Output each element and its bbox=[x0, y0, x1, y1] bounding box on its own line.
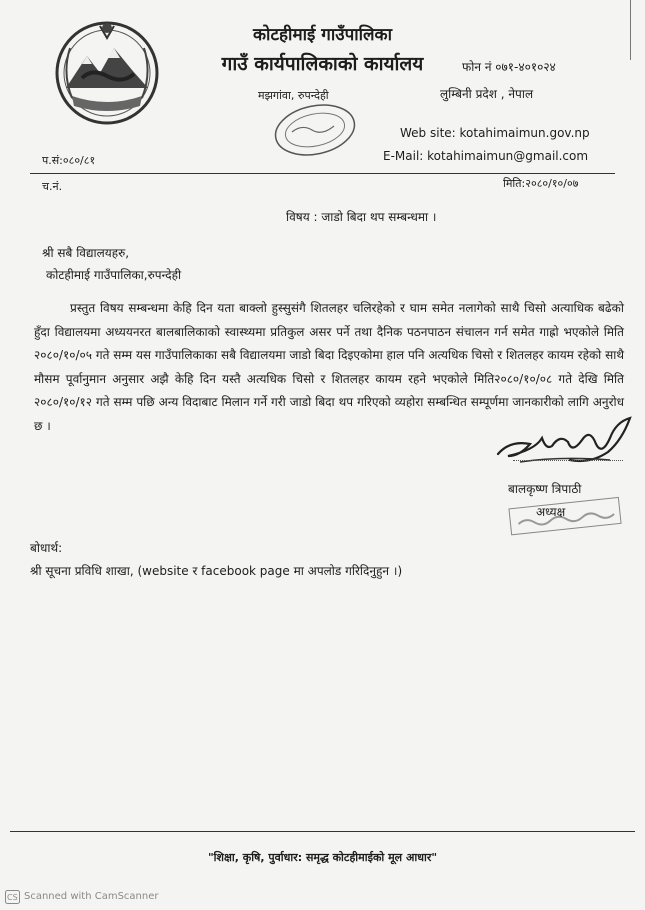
letter-subject: विषय : जाडो बिदा थप सम्बन्धमा । bbox=[286, 210, 437, 224]
signatory-title: अध्यक्ष bbox=[536, 505, 566, 519]
letter-body: प्रस्तुत विषय सम्बन्धमा केहि दिन यता बाक्लो हुस्सुसंगै शितलहर चलिरहेको र घाम समेत नलागेको साथै चिसो अत्याधिक बढेको हुँदा विद्यालयमा अध्ययनरत बालबालिकाको स्वास्थ्यमा प्रतिकुल असर पर्ने तथा दैनिक पठनपाठन संचालन गर्न समेत गाह्रो भएकोले मिति २०८०/१०/०५ गते सम्म यस गाउँपालिकाका सबै विद्यालयमा जाडो बिदा दिइएकोमा हाल पनि अत्यधिक चिसो र शितलहर कायम रहेको साथै मौसम पूर्वानुमान अनुसार अझै केहि दिन यस्तै अत्यधिक चिसो र शितलहर कायम रहने भएकोले मिति२०८०/१०/०८ गते देखि मिति २०८०/१०/१२ गते सम्म पछि अन्य विदाबाट मिलान गर्ने गरी जाडो बिदा थप गरिएको व्यहोरा सम्बन्धित सम्पूर्णमा जानकारीको लागि अनुरोध छ । bbox=[34, 301, 624, 433]
signatory-name: बालकृष्ण त्रिपाठी bbox=[508, 482, 582, 496]
signature-line bbox=[513, 460, 623, 461]
addressee-line-1: श्री सबै विद्यालयहरु, bbox=[42, 246, 130, 260]
cc-recipient: श्री सूचना प्रविधि शाखा, (website र facebook page मा अपलोड गरिदिनुहुन ।) bbox=[30, 564, 403, 578]
website-text: Web site: kotahimaimun.gov.np bbox=[400, 126, 590, 140]
signatory-stamp bbox=[506, 495, 626, 537]
office-stamp bbox=[270, 102, 360, 157]
office-name: गाउँ कार्यपालिकाको कार्यालय bbox=[221, 53, 424, 75]
province-label: लुम्बिनी प्रदेश , नेपाल bbox=[440, 87, 534, 101]
footer-motto: "शिक्षा, कृषि, पुर्वाधार: समृद्ध कोटहीमाईको मूल आधार" bbox=[207, 851, 438, 864]
letter-date: मिति:२०८०/१०/०७ bbox=[503, 177, 579, 190]
dispatch-number: च.नं. bbox=[42, 180, 63, 193]
camscanner-icon bbox=[5, 890, 20, 904]
office-location: मझगांवा, रुपन्देही bbox=[258, 89, 329, 102]
municipality-name: कोटहीमाई गाउँपालिका bbox=[252, 25, 393, 45]
handwritten-signature bbox=[490, 410, 640, 472]
phone-number: फोन नं ०७१-४०१०२४ bbox=[462, 60, 556, 74]
cc-label: बोधार्थ: bbox=[30, 541, 63, 555]
addressee-line-2: कोटहीमाई गाउँपालिका,रुपन्देही bbox=[46, 268, 182, 282]
reference-number: प.सं:०८०/८१ bbox=[42, 154, 96, 167]
email-text: E-Mail: kotahimaimun@gmail.com bbox=[383, 149, 589, 163]
svg-text:CS: CS bbox=[7, 893, 18, 902]
header-divider bbox=[30, 173, 615, 174]
footer-divider bbox=[10, 831, 635, 832]
scanner-watermark: Scanned with CamScanner bbox=[24, 891, 159, 902]
